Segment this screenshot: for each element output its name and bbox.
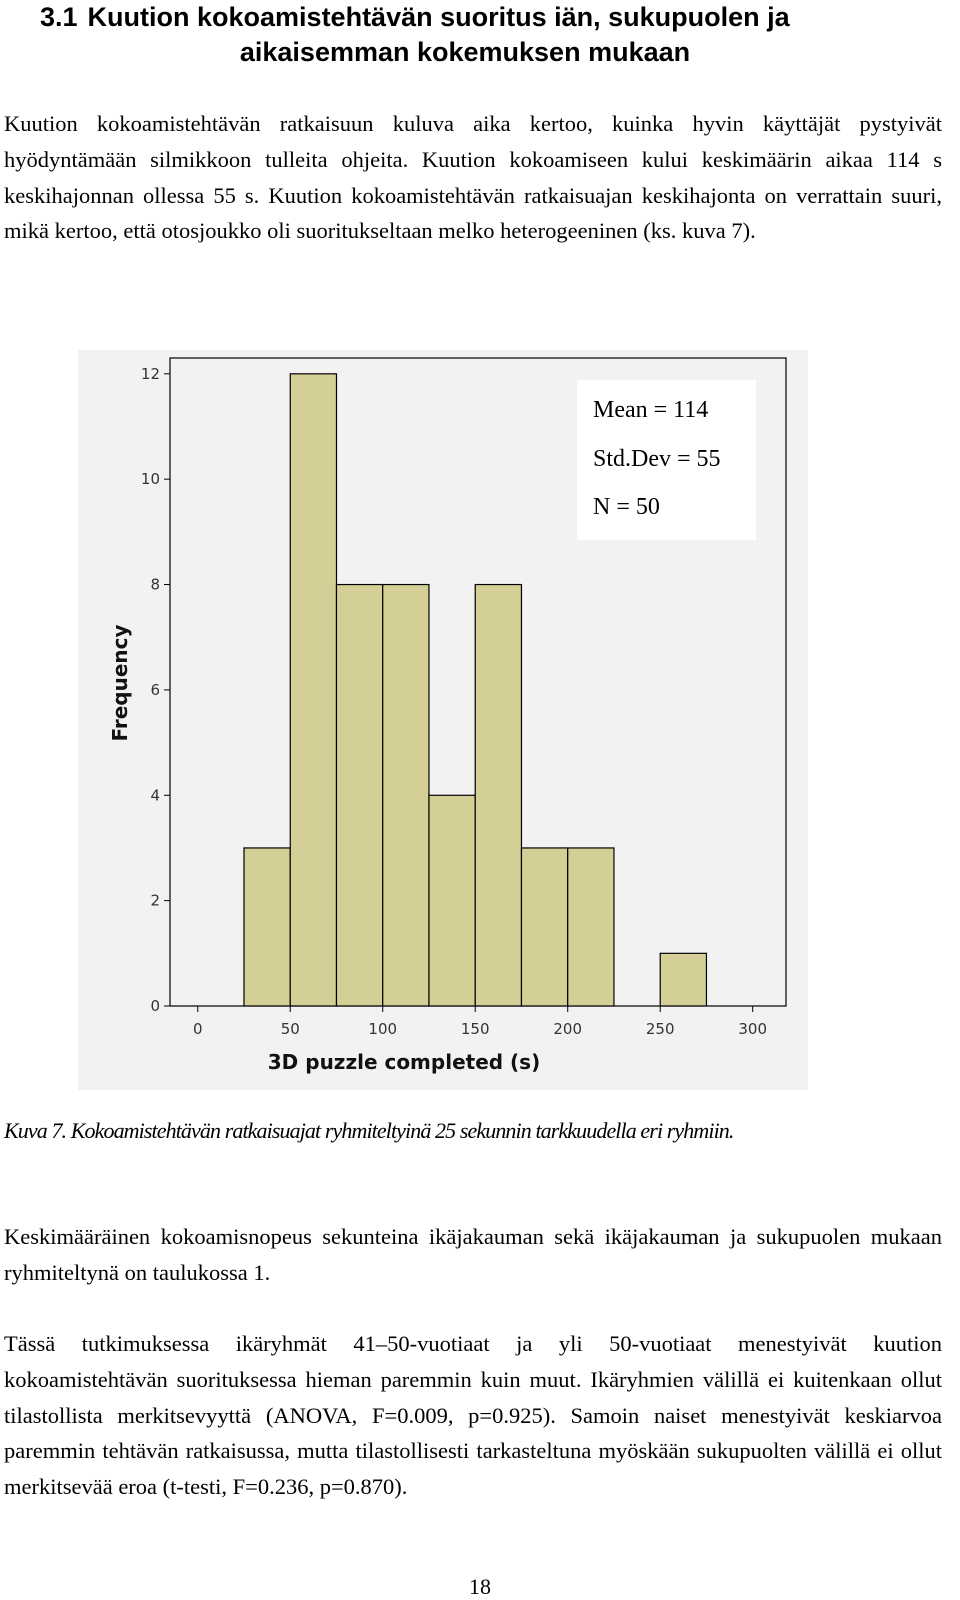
section-title-line-1: Kuution kokoamistehtävän suoritus iän, sukupuolen ja	[87, 2, 790, 32]
paragraph-intro: Kuution kokoamistehtävän ratkaisuun kuluva aika kertoo, kuinka hyvin käyttäjät pystyivät hyödyntämään silmikkoon tulleita ohjeita. Kuution kokoamiseen kului keskimäärin aikaa 114 s keskihajonnan ollessa 55 s. Kuution kokoamistehtävän ratkaisuajan keskihajonta on verrattain suuri, mikä kertoo, että otosjoukko oli suoritukseltaan melko heterogeeninen (ks. kuva 7).	[4, 111, 942, 244]
y-tick-label: 6	[150, 680, 160, 699]
histogram-bar	[521, 848, 567, 1006]
histogram-figure	[78, 350, 808, 1090]
stats-n: N = 50	[593, 494, 660, 520]
x-tick-label: 100	[368, 1020, 398, 1038]
y-tick-label: 12	[140, 364, 160, 383]
histogram-bar	[568, 848, 614, 1006]
y-tick-label: 4	[150, 786, 160, 805]
x-axis-title: 3D puzzle completed (s)	[267, 1050, 541, 1074]
y-tick-label: 8	[150, 575, 160, 594]
section-heading	[40, 0, 920, 70]
histogram-chart	[78, 350, 808, 1090]
stats-std-dev: Std.Dev = 55	[593, 446, 721, 472]
x-tick-label: 150	[460, 1020, 490, 1038]
y-tick-label: 0	[150, 997, 160, 1015]
histogram-bar	[475, 585, 521, 1006]
paragraph-table-reference: Keskimääräinen kokoamisnopeus sekunteina ikäjakauman sekä ikäjakauman ja sukupuolen mukaan ryhmiteltynä on taulukossa 1.	[4, 1224, 942, 1285]
page-number: 18	[469, 1574, 491, 1599]
x-tick-label: 300	[738, 1020, 768, 1038]
x-tick-label: 250	[645, 1020, 675, 1038]
histogram-bar	[429, 795, 475, 1006]
histogram-bar	[244, 848, 290, 1006]
x-tick-label: 0	[192, 1020, 203, 1038]
y-tick-label: 10	[140, 470, 160, 489]
section-title-line-2: aikaisemman kokemuksen mukaan	[239, 37, 691, 67]
y-tick-label: 2	[150, 891, 160, 910]
stats-box	[577, 380, 756, 540]
x-tick-label: 50	[280, 1020, 300, 1038]
histogram-bar	[290, 374, 336, 1006]
stats-mean: Mean = 114	[593, 397, 709, 423]
section-number: 3.1	[40, 2, 78, 32]
histogram-bar	[660, 953, 706, 1006]
paragraph-results: Tässä tutkimuksessa ikäryhmät 41–50-vuotiaat ja yli 50-vuotiaat menestyivät kuution kokoamistehtävän suorituksessa hieman paremmin kuin muut. Ikäryhmien välillä ei kuitenkaan ollut tilastollista merkitsevyyttä (ANOVA, F=0.009, p=0.925). Samoin naiset menestyivät keskiarvoa paremmin tehtävän ratkaisussa, mutta tilastollisesti tarkasteltuna myöskään sukupuolten välillä ei ollut merkitsevää eroa (t-testi, F=0.236, p=0.870).	[4, 1331, 942, 1500]
histogram-bar	[336, 585, 382, 1006]
y-axis-title: Frequency	[108, 624, 132, 742]
histogram-bar	[383, 585, 429, 1006]
x-tick-label: 200	[553, 1020, 583, 1038]
figure-caption: Kuva 7. Kokoamistehtävän ratkaisuajat ryhmiteltyinä 25 sekunnin tarkkuudella eri ryhmiin.	[4, 1118, 734, 1143]
